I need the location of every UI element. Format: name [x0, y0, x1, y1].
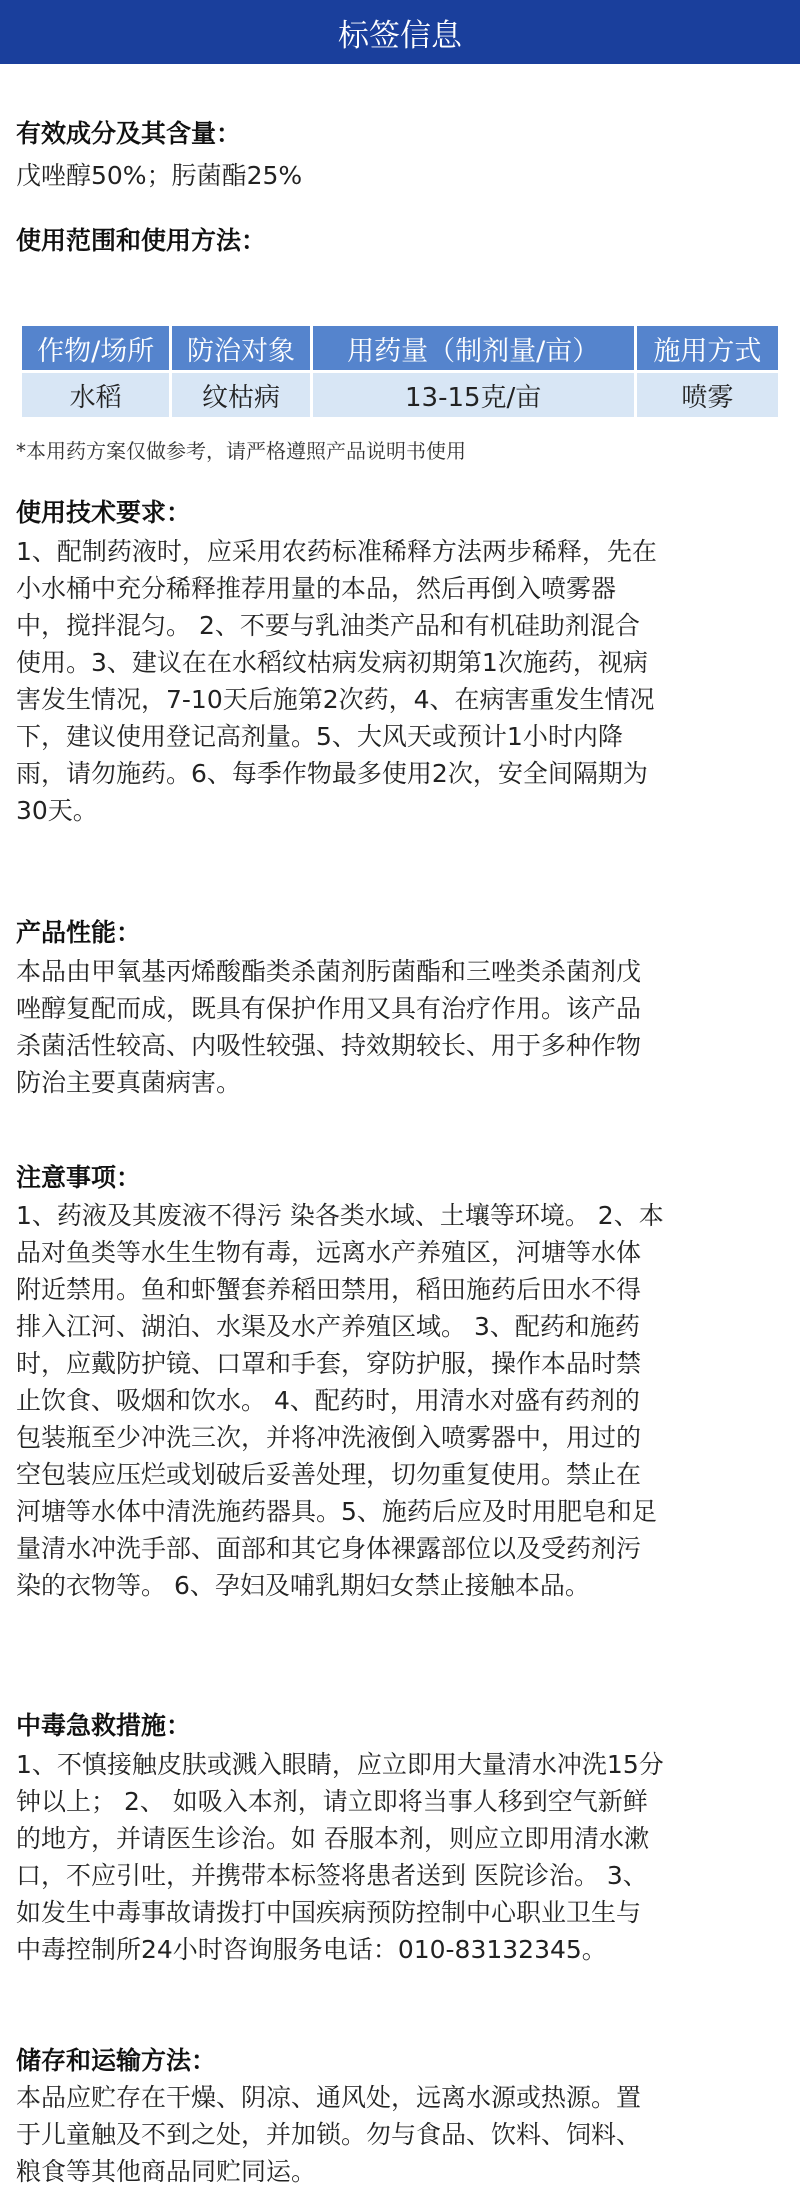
text-line: 下，建议使用登记高剂量。5、大风天或预计1小时内降: [16, 722, 623, 751]
text-line: 防治主要真菌病害。: [16, 1068, 242, 1097]
performance-text: [16, 953, 786, 1101]
text-line: 中，搅拌混匀。 2、不要与乳油类产品和有机硅助剂混合: [16, 611, 640, 640]
text-line: 粮食等其他商品同贮同运。: [16, 2157, 317, 2186]
text-line: 附近禁用。鱼和虾蟹套养稻田禁用，稻田施药后田水不得: [16, 1275, 642, 1304]
text-line: 小水桶中充分稀释推荐用量的本品，然后再倒入喷雾器: [16, 574, 617, 603]
text-line: 杀菌活性较高、内吸性较强、持效期较长、用于多种作物: [16, 1031, 642, 1060]
text-line: 30天。: [16, 796, 98, 825]
text-line: 时，应戴防护镜、口罩和手套，穿防护服，操作本品时禁: [16, 1349, 642, 1378]
column-header-dosage: 用药量（制剂量/亩）: [313, 326, 634, 370]
cell-target: 纹枯病: [172, 373, 309, 417]
scope-heading: 使用范围和使用方法：: [16, 226, 267, 255]
usage-table: [19, 323, 781, 420]
text-line: 河塘等水体中清洗施药器具。5、施药后应及时用肥皂和足: [16, 1497, 657, 1526]
text-line: 唑醇复配而成，既具有保护作用又具有治疗作用。该产品: [16, 994, 642, 1023]
text-line: 染的衣物等。 6、孕妇及哺乳期妇女禁止接触本品。: [16, 1571, 590, 1600]
usage-table-header-row: [22, 326, 778, 370]
text-line: 排入江河、湖泊、水渠及水产养殖区域。 3、配药和施药: [16, 1312, 640, 1341]
text-line: 1、不慎接触皮肤或溅入眼睛，应立即用大量清水冲洗15分: [16, 1750, 664, 1779]
column-header-method: 施用方式: [637, 326, 778, 370]
cell-method: 喷雾: [637, 373, 778, 417]
text-line: 1、药液及其废液不得污 染各类水域、土壤等环境。 2、本: [16, 1201, 664, 1230]
column-header-crop: 作物/场所: [22, 326, 169, 370]
cell-dosage: 13-15克/亩: [313, 373, 634, 417]
page-header: [0, 0, 800, 64]
storage-heading: 储存和运输方法：: [16, 2046, 217, 2075]
precautions-heading: 注意事项：: [16, 1163, 142, 1192]
text-line: 量清水冲洗手部、面部和其它身体裸露部位以及受药剂污: [16, 1534, 642, 1563]
ingredients-heading: 有效成分及其含量：: [16, 119, 242, 148]
page-title: 标签信息: [338, 17, 462, 54]
text-line: 1、配制药液时，应采用农药标准稀释方法两步稀释，先在: [16, 537, 657, 566]
text-line: 钟以上； 2、 如吸入本剂，请立即将当事人移到空气新鲜: [16, 1787, 648, 1816]
usage-note: *本用药方案仅做参考，请严格遵照产品说明书使用: [16, 439, 466, 463]
text-line: 品对鱼类等水生生物有毒，远离水产养殖区，河塘等水体: [16, 1238, 642, 1267]
technical-heading: 使用技术要求：: [16, 498, 192, 527]
column-header-target: 防治对象: [172, 326, 309, 370]
precautions-text: [16, 1197, 786, 1604]
text-line: 止饮食、吸烟和饮水。 4、配药时，用清水对盛有药剂的: [16, 1386, 640, 1415]
performance-heading: 产品性能：: [16, 918, 142, 947]
text-line: 的地方，并请医生诊治。如 吞服本剂，则应立即用清水漱: [16, 1824, 649, 1853]
first-aid-heading: 中毒急救措施：: [16, 1711, 192, 1740]
text-line: 本品由甲氧基丙烯酸酯类杀菌剂肟菌酯和三唑类杀菌剂戊: [16, 957, 642, 986]
text-line: 中毒控制所24小时咨询服务电话：010-83132345。: [16, 1935, 607, 1964]
text-line: 空包装应压烂或划破后妥善处理，切勿重复使用。禁止在: [16, 1460, 642, 1489]
text-line: 口，不应引吐，并携带本标签将患者送到 医院诊治。 3、: [16, 1861, 648, 1890]
technical-text: [16, 533, 786, 829]
text-line: 如发生中毒事故请拨打中国疾病预防控制中心职业卫生与: [16, 1898, 642, 1927]
text-line: 于儿童触及不到之处，并加锁。勿与食品、饮料、饲料、: [16, 2120, 642, 2149]
first-aid-text: [16, 1746, 786, 1968]
storage-text: [16, 2079, 786, 2190]
cell-crop: 水稻: [22, 373, 169, 417]
ingredients-text: 戊唑醇50%；肟菌酯25%: [16, 161, 303, 190]
text-line: 包装瓶至少冲洗三次，并将冲洗液倒入喷雾器中，用过的: [16, 1423, 642, 1452]
table-row: [22, 373, 778, 417]
text-line: 雨，请勿施药。6、每季作物最多使用2次，安全间隔期为: [16, 759, 648, 788]
text-line: 害发生情况，7-10天后施第2次药，4、在病害重发生情况: [16, 685, 655, 714]
text-line: 使用。3、建议在在水稻纹枯病发病初期第1次施药，视病: [16, 648, 648, 677]
text-line: 本品应贮存在干燥、阴凉、通风处，远离水源或热源。置: [16, 2083, 642, 2112]
